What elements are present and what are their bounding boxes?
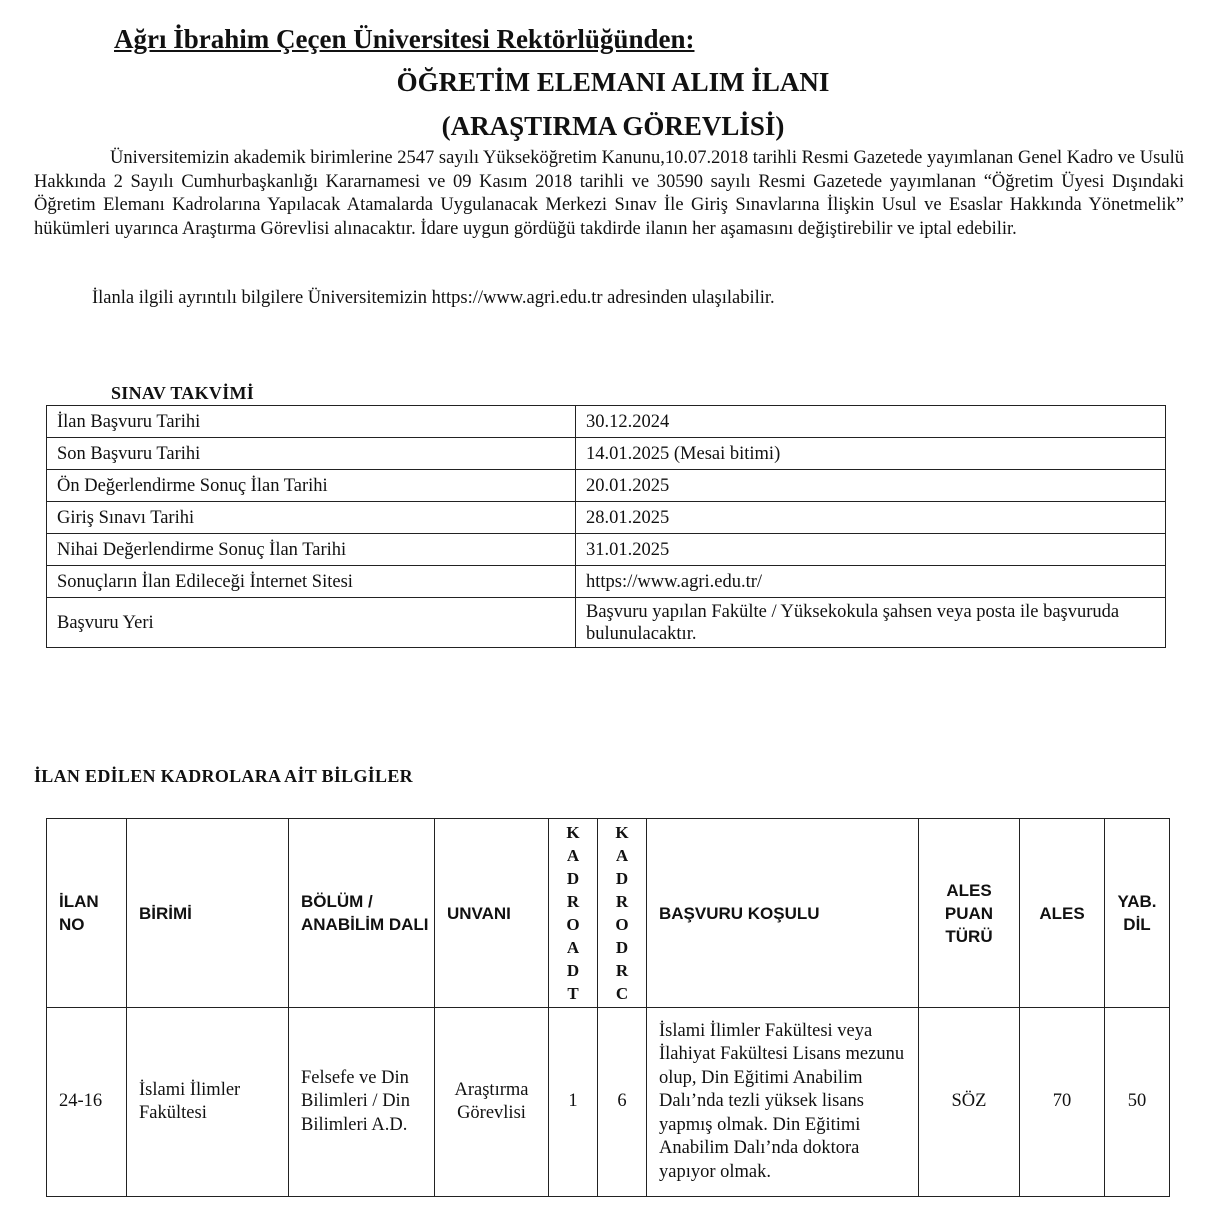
- cell-kadro-adt: 1: [549, 1008, 598, 1197]
- schedule-value: 20.01.2025: [576, 470, 1166, 502]
- intro-paragraph: Üniversitemizin akademik birimlerine 2547 sayılı Yükseköğretim Kanunu,10.07.2018 tarihli Resmi Gazetede yayımlanan Genel Kadro ve Usulü Hakkında 2 Sayılı Cumhurbaşkanlığı Kararnamesi ve 09 Kasım 2018 tarihli ve 30590 sayılı Resmi Gazetede yayımlanan “Öğretim Üyesi Dışındaki Öğretim Elemanı Kadrolarına Yapılacak Atamalarda Uygulanacak Merkezi Sınav İle Giriş Sınavlarına İlişkin Usul ve Esaslar Hakkında Yönetmelik” hükümleri uyarınca Araştırma Görevlisi alınacaktır. İdare uygun gördüğü takdirde ilanın her aşamasını değiştirebilir ve iptal edebilir.: [34, 148, 1184, 239]
- schedule-row: [47, 566, 1166, 598]
- cell-yab-dil: 50: [1105, 1008, 1170, 1197]
- schedule-label: Nihai Değerlendirme Sonuç İlan Tarihi: [47, 534, 576, 566]
- schedule-value: 31.01.2025: [576, 534, 1166, 566]
- positions-header-row: [47, 819, 1170, 1008]
- cell-basvuru-kosulu: İslami İlimler Fakültesi veya İlahiyat Fakültesi Lisans mezunu olup, Din Eğitimi Anabilim Dalı’nda tezli yüksek lisans yapmış olmak. Din Eğitimi Anabilim Dalı’nda doktora yapıyor olmak.: [647, 1008, 919, 1197]
- schedule-title: SINAV TAKVİMİ: [111, 383, 255, 403]
- schedule-value: 30.12.2024: [576, 406, 1166, 438]
- schedule-value: https://www.agri.edu.tr/: [576, 566, 1166, 598]
- positions-title: İLAN EDİLEN KADROLARA AİT BİLGİLER: [34, 766, 413, 786]
- schedule-value: 14.01.2025 (Mesai bitimi): [576, 438, 1166, 470]
- cell-kadro-drc: 6: [598, 1008, 647, 1197]
- announcement-title: ÖĞRETİM ELEMANI ALIM İLANI: [396, 67, 830, 97]
- schedule-label: Başvuru Yeri: [47, 598, 576, 648]
- schedule-label: İlan Başvuru Tarihi: [47, 406, 576, 438]
- schedule-label: Ön Değerlendirme Sonuç İlan Tarihi: [47, 470, 576, 502]
- header-basvuru-kosulu: BAŞVURU KOŞULU: [647, 819, 919, 1008]
- header-kadro-drc: [598, 819, 647, 1008]
- cell-birimi: İslami İlimler Fakültesi: [127, 1008, 289, 1197]
- schedule-row: [47, 598, 1166, 648]
- header-ales-puan-turu: ALES PUAN TÜRÜ: [919, 819, 1020, 1008]
- schedule-value: Başvuru yapılan Fakülte / Yüksekokula şahsen veya posta ile başvuruda bulunulacaktır.: [576, 598, 1166, 648]
- announcement-subtitle: (ARAŞTIRMA GÖREVLİSİ): [441, 111, 785, 141]
- header-ilan-no: İLAN NO: [47, 819, 127, 1008]
- header-yab-dil: YAB. DİL: [1105, 819, 1170, 1008]
- cell-ilan-no: 24-16: [47, 1008, 127, 1197]
- header-unvani: UNVANI: [435, 819, 549, 1008]
- schedule-row: [47, 406, 1166, 438]
- positions-table: [46, 818, 1170, 1197]
- schedule-label: Sonuçların İlan Edileceği İnternet Sitesi: [47, 566, 576, 598]
- positions-row: [47, 1008, 1170, 1197]
- header-birimi: BİRİMİ: [127, 819, 289, 1008]
- more-info-text: İlanla ilgili ayrıntılı bilgilere Üniversitemizin https://www.agri.edu.tr adresinden ulaşılabilir.: [92, 288, 775, 308]
- schedule-value: 28.01.2025: [576, 502, 1166, 534]
- cell-bolum: Felsefe ve Din Bilimleri / Din Bilimleri A.D.: [289, 1008, 435, 1197]
- header-ales: ALES: [1020, 819, 1105, 1008]
- header-kadro-drc-text: K A D R O D R C: [615, 823, 629, 1003]
- schedule-row: [47, 470, 1166, 502]
- schedule-row: [47, 534, 1166, 566]
- schedule-label: Giriş Sınavı Tarihi: [47, 502, 576, 534]
- header-kadro-adt-text: K A D R O A D T: [566, 823, 580, 1003]
- cell-ales-puan-turu: SÖZ: [919, 1008, 1020, 1197]
- header-kadro-adt: [549, 819, 598, 1008]
- schedule-row: [47, 438, 1166, 470]
- cell-ales: 70: [1020, 1008, 1105, 1197]
- header-bolum: BÖLÜM / ANABİLİM DALI: [289, 819, 435, 1008]
- schedule-table: [46, 405, 1166, 648]
- schedule-label: Son Başvuru Tarihi: [47, 438, 576, 470]
- cell-unvani: Araştırma Görevlisi: [435, 1008, 549, 1197]
- issuer-header: Ağrı İbrahim Çeçen Üniversitesi Rektörlüğünden:: [114, 24, 695, 54]
- schedule-row: [47, 502, 1166, 534]
